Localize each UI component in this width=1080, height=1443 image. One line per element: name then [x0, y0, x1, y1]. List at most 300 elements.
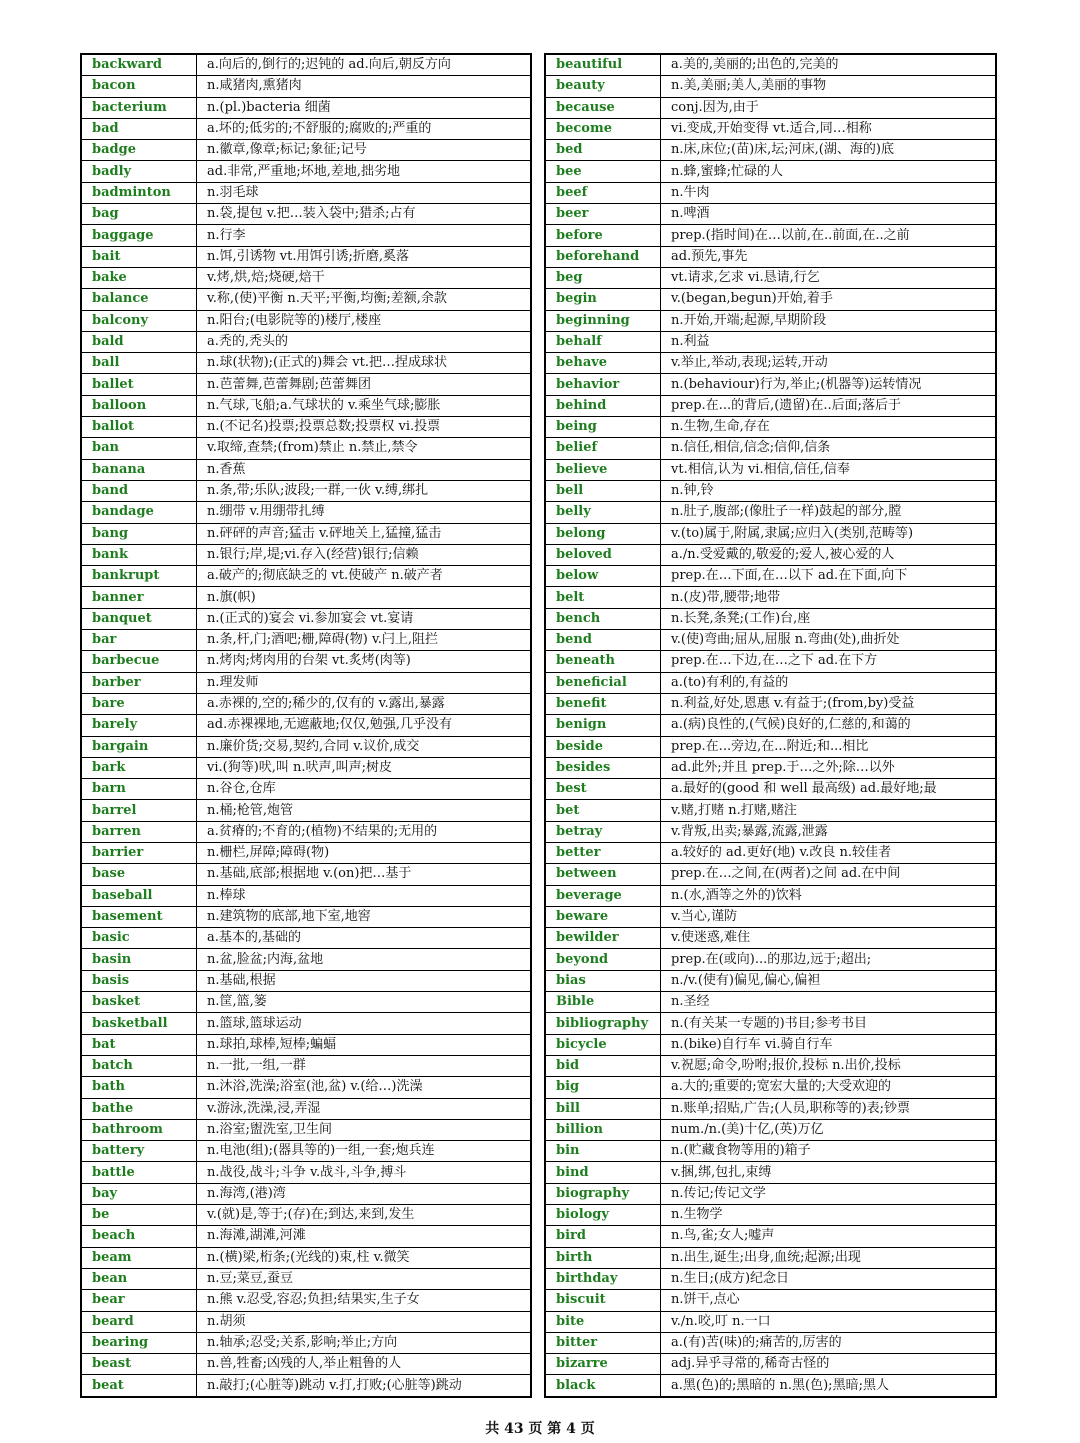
vocab-row — [545, 1268, 996, 1289]
vocab-word: bargain — [81, 736, 197, 757]
vocab-word: bed — [545, 140, 661, 161]
vocab-definition: prep.(指时间)在…以前,在..前面,在..之前 — [661, 225, 997, 246]
vocab-definition: prep.在...的背后,(遗留)在..后面;落后于 — [661, 395, 997, 416]
vocab-definition: v.取缔,查禁;(from)禁止 n.禁止,禁令 — [197, 438, 532, 459]
vocab-definition: n.海湾,(港)湾 — [197, 1183, 532, 1204]
vocab-definition: n.豆;菜豆,蚕豆 — [197, 1268, 532, 1289]
vocab-row — [545, 118, 996, 139]
vocab-row — [545, 331, 996, 352]
vocab-definition: ad.非常,严重地;坏地,差地,拙劣地 — [197, 161, 532, 182]
vocab-row — [545, 310, 996, 331]
vocab-word: beverage — [545, 885, 661, 906]
vocab-row — [545, 757, 996, 778]
vocab-word: bee — [545, 161, 661, 182]
vocab-definition: n.羽毛球 — [197, 182, 532, 203]
vocab-definition: v.使迷惑,难住 — [661, 928, 997, 949]
vocab-row — [81, 204, 531, 225]
vocab-row — [81, 480, 531, 501]
vocab-word: bandage — [81, 502, 197, 523]
vocab-row — [545, 842, 996, 863]
vocab-row — [81, 1034, 531, 1055]
vocab-definition: n.绷带 v.用绷带扎缚 — [197, 502, 532, 523]
vocab-word: begin — [545, 289, 661, 310]
vocab-row — [81, 1247, 531, 1268]
vocab-row — [81, 949, 531, 970]
vocab-word: biology — [545, 1205, 661, 1226]
vocab-definition: v.祝愿;命令,吩咐;报价,投标 n.出价,投标 — [661, 1055, 997, 1076]
vocab-row — [81, 587, 531, 608]
vocab-word: betray — [545, 821, 661, 842]
vocab-definition: vt.相信,认为 vi.相信,信任,信奉 — [661, 459, 997, 480]
vocab-row — [81, 757, 531, 778]
vocab-word: bet — [545, 800, 661, 821]
vocab-definition: n.利益,好处,恩惠 v.有益于;(from,by)受益 — [661, 693, 997, 714]
vocab-row — [545, 1119, 996, 1140]
vocab-word: birthday — [545, 1268, 661, 1289]
vocab-row — [545, 480, 996, 501]
vocab-row — [81, 928, 531, 949]
vocab-row — [81, 1077, 531, 1098]
vocab-row — [545, 1205, 996, 1226]
vocab-definition: n.廉价货;交易,契约,合同 v.议价,成交 — [197, 736, 532, 757]
vocab-row — [545, 587, 996, 608]
vocab-row — [81, 459, 531, 480]
vocab-definition: n.建筑物的底部,地下室,地窖 — [197, 906, 532, 927]
vocab-definition: n.兽,牲畜;凶残的人,举止粗鲁的人 — [197, 1354, 532, 1375]
vocab-row — [545, 182, 996, 203]
vocab-row — [81, 630, 531, 651]
vocab-row — [81, 331, 531, 352]
vocab-row — [81, 523, 531, 544]
vocab-definition: a.最好的(good 和 well 最高级) ad.最好地;最 — [661, 779, 997, 800]
page-footer: 共 43 页 第 4 页 — [485, 1421, 595, 1437]
vocab-word: bad — [81, 118, 197, 139]
vocab-definition: n.(不记名)投票;投票总数;投票权 vi.投票 — [197, 417, 532, 438]
vocab-row — [81, 1162, 531, 1183]
vocab-word: bald — [81, 331, 197, 352]
vocab-row — [81, 1013, 531, 1034]
vocab-row — [81, 970, 531, 991]
vocab-row — [81, 566, 531, 587]
vocab-word: beam — [81, 1247, 197, 1268]
vocab-word: bean — [81, 1268, 197, 1289]
vocab-word: being — [545, 417, 661, 438]
vocab-word: basket — [81, 992, 197, 1013]
vocab-word: bake — [81, 267, 197, 288]
vocab-table-left — [80, 53, 532, 1398]
vocab-definition: ad.预先,事先 — [661, 246, 997, 267]
vocab-word: bare — [81, 693, 197, 714]
vocab-row — [81, 651, 531, 672]
vocab-row — [81, 544, 531, 565]
vocab-definition: v.赌,打赌 n.打赌,赌注 — [661, 800, 997, 821]
vocab-definition: prep.在(或向)...的那边,远于;超出; — [661, 949, 997, 970]
vocab-word: because — [545, 97, 661, 118]
vocab-definition: n.理发师 — [197, 672, 532, 693]
vocab-row — [81, 1205, 531, 1226]
vocab-word: beforehand — [545, 246, 661, 267]
vocab-row — [81, 672, 531, 693]
vocab-definition: v.当心,谨防 — [661, 906, 997, 927]
vocab-row — [81, 885, 531, 906]
vocab-word: between — [545, 864, 661, 885]
vocab-word: barn — [81, 779, 197, 800]
vocab-word: before — [545, 225, 661, 246]
vocab-word: battery — [81, 1141, 197, 1162]
vocab-definition: conj.因为,由于 — [661, 97, 997, 118]
vocab-definition: n.栅栏,屏障;障碍(物) — [197, 842, 532, 863]
vocab-word: bibliography — [545, 1013, 661, 1034]
vocab-row — [81, 992, 531, 1013]
vocab-definition: n.旗(帜) — [197, 587, 532, 608]
vocab-row — [545, 395, 996, 416]
vocab-row — [81, 715, 531, 736]
vocab-row — [81, 1055, 531, 1076]
vocab-definition: n.(bike)自行车 vi.骑自行车 — [661, 1034, 997, 1055]
vocab-word: believe — [545, 459, 661, 480]
vocab-row — [81, 374, 531, 395]
vocab-definition: a.较好的 ad.更好(地) v.改良 n.较佳者 — [661, 842, 997, 863]
vocab-definition: n.一批,一组,一群 — [197, 1055, 532, 1076]
vocab-definition: prep.在…下面,在…以下 ad.在下面,向下 — [661, 566, 997, 587]
vocab-word: basis — [81, 970, 197, 991]
vocab-word: Bible — [545, 992, 661, 1013]
vocab-word: beneath — [545, 651, 661, 672]
vocab-row — [545, 1183, 996, 1204]
vocab-definition: n.(有关某一专题的)书目;参考书目 — [661, 1013, 997, 1034]
vocab-definition: n.胡须 — [197, 1311, 532, 1332]
vocab-word: ballet — [81, 374, 197, 395]
vocab-row — [545, 1375, 996, 1397]
vocab-definition: n.牛肉 — [661, 182, 997, 203]
vocab-definition: n.(水,酒等之外的)饮料 — [661, 885, 997, 906]
vocab-table-right — [544, 53, 997, 1398]
vocab-row — [545, 438, 996, 459]
vocab-definition: n.条,杆,门;酒吧;栅,障碍(物) v.闩上,阻拦 — [197, 630, 532, 651]
vocab-definition: v.游泳,洗澡,浸,弄湿 — [197, 1098, 532, 1119]
vocab-word: below — [545, 566, 661, 587]
vocab-row — [545, 1311, 996, 1332]
vocab-row — [81, 417, 531, 438]
vocab-word: besides — [545, 757, 661, 778]
vocab-definition: n.海滩,湖滩,河滩 — [197, 1226, 532, 1247]
vocab-row — [545, 76, 996, 97]
vocab-definition: v.举止,举动,表现;运转,开动 — [661, 353, 997, 374]
vocab-word: bite — [545, 1311, 661, 1332]
vocab-word: bar — [81, 630, 197, 651]
vocab-row — [545, 715, 996, 736]
vocab-definition: n.砰砰的声音;猛击 v.砰地关上,猛撞,猛击 — [197, 523, 532, 544]
vocab-word: bacterium — [81, 97, 197, 118]
vocab-word: banquet — [81, 608, 197, 629]
vocab-word: beat — [81, 1375, 197, 1397]
vocab-word: belong — [545, 523, 661, 544]
vocab-definition: n.熊 v.忍受,容忍;负担;结果实,生子女 — [197, 1290, 532, 1311]
vocab-word: bay — [81, 1183, 197, 1204]
vocab-definition: a.黑(色)的;黑暗的 n.黑(色);黑暗;黑人 — [661, 1375, 997, 1397]
vocab-definition: a.秃的,秃头的 — [197, 331, 532, 352]
vocab-definition: n.芭蕾舞,芭蕾舞剧;芭蕾舞团 — [197, 374, 532, 395]
vocab-word: bird — [545, 1226, 661, 1247]
vocab-word: bathe — [81, 1098, 197, 1119]
vocab-row — [81, 54, 531, 76]
vocab-row — [81, 118, 531, 139]
vocab-definition: a.大的;重要的;宽宏大量的;大受欢迎的 — [661, 1077, 997, 1098]
vocab-word: bacon — [81, 76, 197, 97]
vocab-word: bind — [545, 1162, 661, 1183]
vocab-row — [81, 161, 531, 182]
vocab-word: backward — [81, 54, 197, 76]
vocab-definition: n.条,带;乐队;波段;一群,一伙 v.缚,绑扎 — [197, 480, 532, 501]
vocab-row — [81, 1332, 531, 1353]
vocab-definition: n.桶;枪管,炮管 — [197, 800, 532, 821]
vocab-word: beautiful — [545, 54, 661, 76]
vocab-row — [545, 800, 996, 821]
vocab-definition: n.浴室;盥洗室,卫生间 — [197, 1119, 532, 1140]
vocab-definition: n./v.(使有)偏见,偏心,偏袒 — [661, 970, 997, 991]
vocab-row — [81, 608, 531, 629]
vocab-row — [81, 1141, 531, 1162]
vocab-definition: a.(有)苦(味)的;痛苦的,厉害的 — [661, 1332, 997, 1353]
vocab-word: banner — [81, 587, 197, 608]
vocab-row — [545, 97, 996, 118]
vocab-definition: n.开始,开端;起源,早期阶段 — [661, 310, 997, 331]
vocab-word: bewilder — [545, 928, 661, 949]
vocab-definition: n.谷仓,仓库 — [197, 779, 532, 800]
vocab-word: badminton — [81, 182, 197, 203]
vocab-row — [545, 1055, 996, 1076]
vocab-word: be — [81, 1205, 197, 1226]
vocab-definition: v.烤,烘,焙;烧硬,焙干 — [197, 267, 532, 288]
vocab-word: beginning — [545, 310, 661, 331]
vocab-row — [545, 1034, 996, 1055]
vocab-definition: n.筐,篮,篓 — [197, 992, 532, 1013]
vocab-definition: n.沐浴,洗澡;浴室(池,盆) v.(给…)洗澡 — [197, 1077, 532, 1098]
vocab-row — [81, 842, 531, 863]
vocab-definition: n.篮球,篮球运动 — [197, 1013, 532, 1034]
vocab-definition: n.床,床位;(苗)床,坛;河床,(湖、海的)底 — [661, 140, 997, 161]
vocab-definition: n.饼干,点心 — [661, 1290, 997, 1311]
vocab-definition: a.向后的,倒行的;迟钝的 ad.向后,朝反方向 — [197, 54, 532, 76]
vocab-word: bias — [545, 970, 661, 991]
vocab-row — [81, 1354, 531, 1375]
vocab-word: beloved — [545, 544, 661, 565]
vocab-definition: prep.在…下边,在…之下 ad.在下方 — [661, 651, 997, 672]
vocab-word: badge — [81, 140, 197, 161]
vocab-row — [545, 821, 996, 842]
vocab-word: basketball — [81, 1013, 197, 1034]
vocab-definition: a.美的,美丽的;出色的,完美的 — [661, 54, 997, 76]
vocab-word: beast — [81, 1354, 197, 1375]
vocab-word: bizarre — [545, 1354, 661, 1375]
vocab-row — [545, 502, 996, 523]
vocab-definition: v.(to)属于,附属,隶属;应归入(类别,范畴等) — [661, 523, 997, 544]
vocab-definition: n.咸猪肉,熏猪肉 — [197, 76, 532, 97]
vocab-definition: a.基本的,基础的 — [197, 928, 532, 949]
vocab-row — [545, 246, 996, 267]
vocab-word: band — [81, 480, 197, 501]
vocab-word: beware — [545, 906, 661, 927]
vocab-row — [545, 693, 996, 714]
vocab-row — [81, 76, 531, 97]
vocab-definition: a.赤裸的,空的;稀少的,仅有的 v.露出,暴露 — [197, 693, 532, 714]
vocab-row — [81, 1311, 531, 1332]
vocab-word: black — [545, 1375, 661, 1397]
vocab-definition: n.美,美丽;美人,美丽的事物 — [661, 76, 997, 97]
vocab-word: ballot — [81, 417, 197, 438]
vocab-definition: n.肚子,腹部;(像肚子一样)鼓起的部分,膛 — [661, 502, 997, 523]
vocab-row — [545, 928, 996, 949]
vocab-word: birth — [545, 1247, 661, 1268]
vocab-definition: n.传记;传记文学 — [661, 1183, 997, 1204]
vocab-word: bill — [545, 1098, 661, 1119]
vocab-row — [81, 289, 531, 310]
vocab-definition: vi.变成,开始变得 vt.适合,同…相称 — [661, 118, 997, 139]
vocab-word: batch — [81, 1055, 197, 1076]
vocab-word: behalf — [545, 331, 661, 352]
vocab-row — [81, 502, 531, 523]
vocab-word: bank — [81, 544, 197, 565]
vocab-definition: v.(began,begun)开始,着手 — [661, 289, 997, 310]
vocab-definition: a.(to)有利的,有益的 — [661, 672, 997, 693]
vocab-row — [545, 864, 996, 885]
vocab-definition: n.银行;岸,堤;vi.存入(经营)银行;信赖 — [197, 544, 532, 565]
vocab-word: behave — [545, 353, 661, 374]
vocab-word: beer — [545, 204, 661, 225]
vocab-definition: n.信任,相信,信念;信仰,信条 — [661, 438, 997, 459]
vocab-word: bark — [81, 757, 197, 778]
vocab-row — [81, 140, 531, 161]
vocab-definition: v.称,(使)平衡 n.天平;平衡,均衡;差额,余款 — [197, 289, 532, 310]
vocab-definition: adj.异乎寻常的,稀奇古怪的 — [661, 1354, 997, 1375]
vocab-row — [545, 885, 996, 906]
vocab-row — [545, 1247, 996, 1268]
vocab-word: badly — [81, 161, 197, 182]
vocab-definition: n.(横)梁,桁条;(光线的)束,柱 v.微笑 — [197, 1247, 532, 1268]
vocab-definition: v.(就)是,等于;(存)在;到达,来到,发生 — [197, 1205, 532, 1226]
vocab-row — [545, 736, 996, 757]
vocab-word: behavior — [545, 374, 661, 395]
vocab-row — [545, 1354, 996, 1375]
vocab-word: beside — [545, 736, 661, 757]
vocab-row — [81, 182, 531, 203]
vocab-word: barren — [81, 821, 197, 842]
vocab-word: balance — [81, 289, 197, 310]
vocab-word: bench — [545, 608, 661, 629]
vocab-definition: n.利益 — [661, 331, 997, 352]
vocab-word: bicycle — [545, 1034, 661, 1055]
vocab-definition: n.棒球 — [197, 885, 532, 906]
vocab-row — [81, 736, 531, 757]
vocab-definition: n.行李 — [197, 225, 532, 246]
vocab-row — [545, 906, 996, 927]
vocab-word: become — [545, 118, 661, 139]
vocab-word: bait — [81, 246, 197, 267]
vocab-definition: a./n.受爱戴的,敬爱的;爱人,被心爱的人 — [661, 544, 997, 565]
vocab-word: baggage — [81, 225, 197, 246]
vocab-definition: n.烤肉;烤肉用的台架 vt.炙烤(肉等) — [197, 651, 532, 672]
vocab-row — [545, 459, 996, 480]
vocab-definition: vi.(狗等)吠,叫 n.吠声,叫声;树皮 — [197, 757, 532, 778]
vocab-definition: n.(贮藏食物等用的)箱子 — [661, 1141, 997, 1162]
vocab-definition: n.电池(组);(器具等的)一组,一套;炮兵连 — [197, 1141, 532, 1162]
vocab-row — [81, 821, 531, 842]
vocab-row — [81, 1375, 531, 1397]
vocab-definition: n.饵,引诱物 vt.用饵引诱;折磨,奚落 — [197, 246, 532, 267]
vocab-definition: n.基础,底部;根据地 v.(on)把…基于 — [197, 864, 532, 885]
vocab-definition: vt.请求,乞求 vi.恳请,行乞 — [661, 267, 997, 288]
vocab-row — [545, 1290, 996, 1311]
vocab-row — [545, 161, 996, 182]
vocab-row — [81, 353, 531, 374]
vocab-row — [545, 1162, 996, 1183]
vocab-word: baseball — [81, 885, 197, 906]
vocab-row — [545, 523, 996, 544]
vocab-row — [545, 544, 996, 565]
vocab-word: barber — [81, 672, 197, 693]
vocab-word: bitter — [545, 1332, 661, 1353]
vocab-definition: n.徽章,像章;标记;象征;记号 — [197, 140, 532, 161]
vocab-row — [545, 54, 996, 76]
vocab-definition: prep.在...旁边,在...附近;和...相比 — [661, 736, 997, 757]
vocab-word: beef — [545, 182, 661, 203]
vocab-definition: n.账单;招贴,广告;(人员,职称等的)表;钞票 — [661, 1098, 997, 1119]
vocab-definition: a.(病)良性的,(气候)良好的,仁慈的,和蔼的 — [661, 715, 997, 736]
vocab-definition: v.捆,绑,包扎,束缚 — [661, 1162, 997, 1183]
vocab-word: barrel — [81, 800, 197, 821]
vocab-word: beard — [81, 1311, 197, 1332]
vocab-word: balloon — [81, 395, 197, 416]
vocab-row — [81, 1119, 531, 1140]
vocab-definition: n.蜂,蜜蜂;忙碌的人 — [661, 161, 997, 182]
vocab-row — [81, 246, 531, 267]
vocab-definition: n.盆,脸盆;内海,盆地 — [197, 949, 532, 970]
vocab-row — [545, 779, 996, 800]
vocab-word: basic — [81, 928, 197, 949]
vocab-word: belief — [545, 438, 661, 459]
vocab-row — [81, 1098, 531, 1119]
vocab-row — [545, 992, 996, 1013]
vocab-definition: a.坏的;低劣的;不舒服的;腐败的;严重的 — [197, 118, 532, 139]
vocab-definition: ad.赤裸裸地,无遮蔽地;仅仅,勉强,几乎没有 — [197, 715, 532, 736]
vocab-row — [81, 800, 531, 821]
vocab-row — [81, 438, 531, 459]
vocab-word: bang — [81, 523, 197, 544]
vocab-word: biscuit — [545, 1290, 661, 1311]
vocab-definition: n.基础,根据 — [197, 970, 532, 991]
vocab-word: bin — [545, 1141, 661, 1162]
vocab-word: ball — [81, 353, 197, 374]
vocab-definition: n.啤酒 — [661, 204, 997, 225]
vocab-word: bankrupt — [81, 566, 197, 587]
vocab-definition: v.背叛,出卖;暴露,流露,泄露 — [661, 821, 997, 842]
vocab-definition: n.生物学 — [661, 1205, 997, 1226]
vocab-word: billion — [545, 1119, 661, 1140]
vocab-row — [545, 225, 996, 246]
vocab-definition: n.气球,飞船;a.气球状的 v.乘坐气球;膨胀 — [197, 395, 532, 416]
vocab-row — [545, 949, 996, 970]
vocab-row — [81, 779, 531, 800]
vocab-definition: n.鸟,雀;女人;嘘声 — [661, 1226, 997, 1247]
vocab-row — [545, 1332, 996, 1353]
vocab-definition: n.(behaviour)行为,举止;(机器等)运转情况 — [661, 374, 997, 395]
vocab-row — [81, 267, 531, 288]
vocab-definition: n.球拍,球棒,短棒;蝙蝠 — [197, 1034, 532, 1055]
vocab-definition: prep.在…之间,在(两者)之间 ad.在中间 — [661, 864, 997, 885]
vocab-definition: n.战役,战斗;斗争 v.战斗,斗争,搏斗 — [197, 1162, 532, 1183]
vocab-definition: v./n.咬,叮 n.一口 — [661, 1311, 997, 1332]
vocab-row — [545, 417, 996, 438]
